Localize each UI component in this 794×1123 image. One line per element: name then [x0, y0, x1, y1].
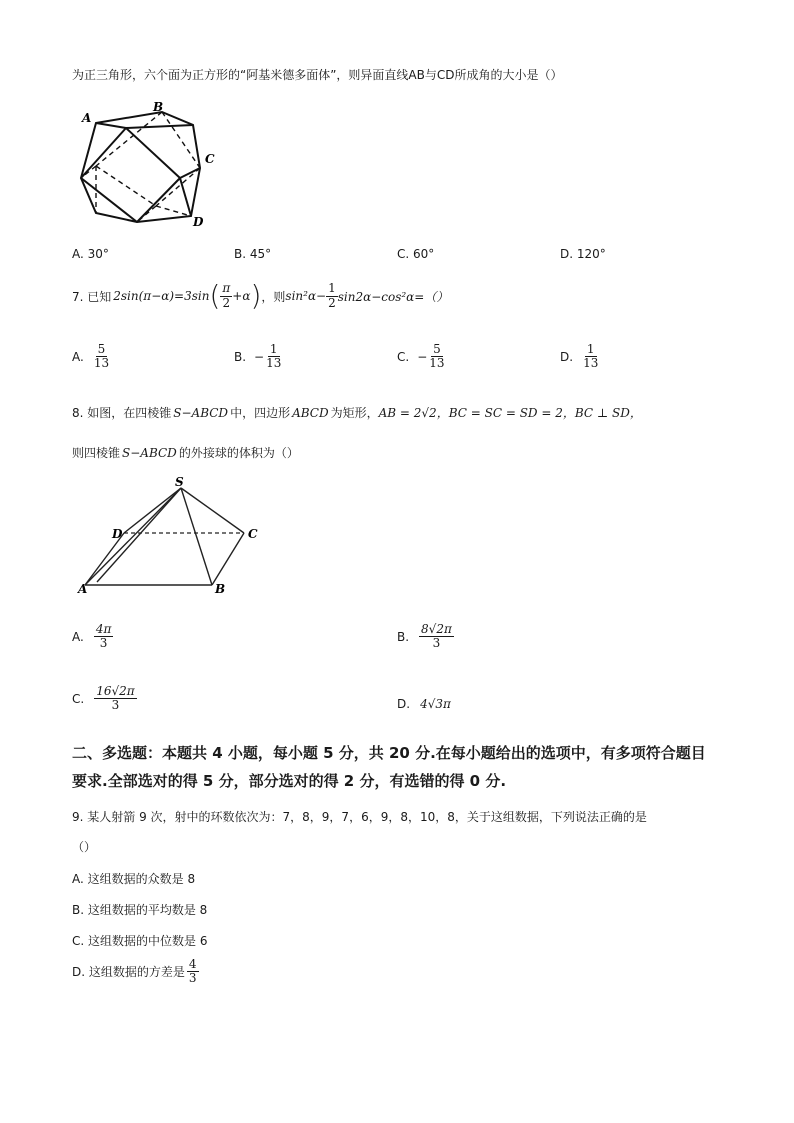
q7-option-d	[560, 343, 600, 370]
q8-pyramid-name-2: S−ABCD	[122, 446, 177, 460]
q7-condition-left: 2sin(π−α)=3sin	[113, 289, 210, 303]
q8-option-c-num: 16√2π	[96, 684, 135, 698]
q8-label-s: S	[175, 475, 184, 489]
q7-then: ，则	[261, 289, 286, 304]
q8-option-d	[397, 697, 451, 711]
q6-option-c: C. 60°	[397, 247, 435, 261]
q9-option-d	[72, 958, 199, 985]
q6-figure-cuboctahedron	[76, 98, 226, 232]
q8-option-c	[72, 685, 137, 712]
q8-pyramid-name: S−ABCD	[173, 406, 229, 420]
q7-half-num: 1	[328, 281, 336, 296]
q8-option-b	[397, 623, 454, 650]
q7-pi-over-2	[220, 282, 232, 309]
q8-option-a-frac	[94, 623, 114, 650]
q6-option-b: B. 45°	[234, 247, 272, 261]
section2-heading-line2: 要求.全部选对的得 5 分，部分选对的得 2 分，有选错的得 0 分.	[72, 772, 507, 790]
q7-option-b-den: 13	[266, 356, 282, 371]
q7-condition-plus: +α	[232, 289, 251, 303]
q7-pi-num: π	[222, 281, 231, 296]
q8-option-b-num: 8√2π	[421, 622, 452, 636]
q7-option-b-frac	[264, 343, 283, 370]
q9-option-d-den: 3	[188, 971, 197, 986]
q6-label-d: D	[193, 215, 204, 229]
q8-option-a	[72, 623, 113, 650]
q9-stem-line2: （）	[72, 840, 97, 854]
q8-label-b: B	[215, 582, 226, 596]
q7-option-d-letter: D.	[560, 349, 574, 364]
q8-stem-line1	[72, 404, 642, 421]
q6-option-d: D. 120°	[560, 247, 606, 261]
q9-option-a: A. 这组数据的众数是 8	[72, 872, 196, 886]
q8-label-a: A	[78, 582, 88, 596]
q8-option-c-den: 3	[111, 698, 120, 713]
q8-option-d-letter: D.	[397, 697, 411, 711]
q8-option-a-den: 3	[99, 636, 108, 651]
q8-option-b-den: 3	[432, 636, 441, 651]
q7-option-c-sign: −	[417, 349, 428, 364]
q9-option-d-num: 4	[188, 957, 197, 971]
q8-option-b-letter: B.	[397, 629, 410, 644]
q7-option-a-letter: A.	[72, 349, 84, 364]
q6-stem: 为正三角形，六个面为正方形的“阿基米德多面体”，则异面直线AB与CD所成角的大小是（）	[72, 68, 563, 82]
q7-option-b-num: 1	[269, 342, 278, 356]
q8-option-c-letter: C.	[72, 691, 85, 706]
q7-expression-b: sin2α−cos²α=（）	[337, 289, 449, 304]
q8-label-d: D	[112, 527, 123, 541]
q9-option-d-text: D. 这组数据的方差是	[72, 965, 185, 980]
q7-option-d-frac	[581, 343, 600, 370]
q8-stem-line2	[72, 444, 299, 461]
q6-option-a: A. 30°	[72, 247, 109, 261]
q7-stem	[72, 279, 449, 312]
q8-line2-end: 的外接球的体积为（）	[178, 446, 299, 460]
q6-label-c: C	[205, 152, 215, 166]
q7-half-den: 2	[328, 295, 336, 310]
q8-option-a-num: 4π	[95, 622, 112, 636]
q7-option-a-num: 5	[97, 342, 106, 356]
q7-option-a-frac	[92, 343, 111, 370]
q7-option-c-letter: C.	[397, 349, 410, 364]
q7-option-a	[72, 343, 111, 370]
section2-heading-line1: 二、多选题：本题共 4 小题，每小题 5 分，共 20 分.在每小题给出的选项中，有多项符合题目	[72, 744, 706, 762]
q9-option-d-frac	[187, 958, 199, 985]
q7-option-d-num: 1	[586, 342, 595, 356]
q8-middle: 中，四边形	[230, 406, 291, 420]
q8-option-d-value: 4√3π	[420, 697, 451, 711]
q9-stem-line1: 9. 某人射箭 9 次，射中的环数依次为：7，8，9，7，6，9，8，10，8，关于这组数据，下列说法正确的是	[72, 810, 647, 824]
q6-label-a: A	[82, 111, 92, 125]
q9-option-b: B. 这组数据的平均数是 8	[72, 903, 208, 917]
q7-expression-a: sin²α−	[285, 289, 327, 303]
q8-option-c-frac	[94, 685, 136, 712]
q7-option-a-den: 13	[93, 356, 110, 371]
q7-option-d-den: 13	[583, 356, 599, 371]
q8-ab-value: AB = 2√2	[378, 406, 437, 420]
q8-intro: 8. 如图，在四棱锥	[72, 406, 172, 420]
q7-option-b-sign: −	[254, 349, 265, 364]
q7-option-c-num: 5	[433, 342, 441, 356]
q7-option-b-letter: B.	[234, 349, 247, 364]
q7-pi-den: 2	[222, 295, 231, 310]
q7-half	[326, 282, 338, 309]
q9-option-c: C. 这组数据的中位数是 6	[72, 934, 208, 948]
q6-label-b: B	[153, 100, 164, 114]
q7-option-b	[234, 343, 283, 370]
q8-option-b-frac	[419, 623, 454, 650]
q8-label-c: C	[248, 527, 258, 541]
q8-rectangle-text: 为矩形，	[330, 406, 379, 420]
q7-left-paren: (	[209, 279, 221, 312]
q7-right-paren: )	[250, 279, 262, 312]
q7-option-c-den: 13	[429, 356, 445, 371]
q7-option-c-frac	[427, 343, 446, 370]
q8-option-a-letter: A.	[72, 629, 84, 644]
q8-bc-values: ，BC = SC = SD = 2，BC ⊥ SD，	[436, 406, 642, 420]
q7-option-c	[397, 343, 447, 370]
q8-line2-start: 则四棱锥	[72, 446, 121, 460]
q8-figure-pyramid	[76, 472, 266, 602]
q8-rectangle-name: ABCD	[292, 406, 329, 420]
q7-number: 7. 已知	[72, 289, 112, 304]
